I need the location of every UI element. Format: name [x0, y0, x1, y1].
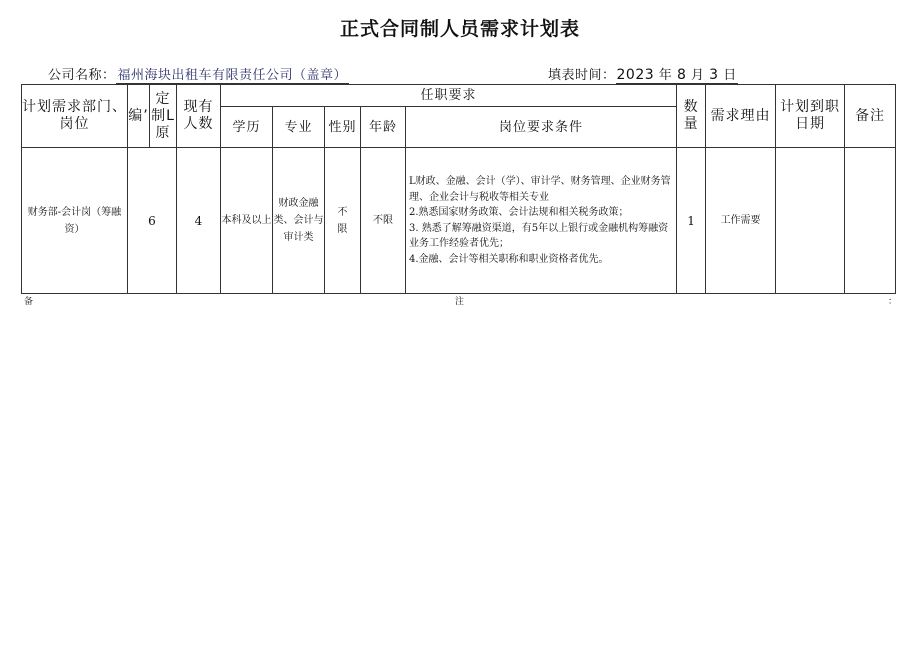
condition-item: L财政、金融、会计（学）、审计学、财务管理、企业财务管理、企业会计与税收等相关专业	[409, 176, 671, 203]
condition-item: 3. 熟悉了解筹融资渠道，有5年以上银行或金融机构筹融资业务工作经验者优先；	[409, 222, 669, 249]
cell-gender: 不限	[325, 148, 361, 294]
cell-age: 不限	[361, 148, 406, 294]
header-current-count: 现有人数	[177, 85, 221, 148]
staffing-plan-table	[21, 84, 896, 294]
header-education: 学历	[221, 107, 273, 148]
cell-remarks	[845, 148, 896, 294]
header-gender: 性别	[325, 107, 361, 148]
cell-quota: 6	[128, 148, 177, 294]
condition-item: 4.金融、会计等相关职称和职业资格者优先。	[409, 253, 609, 265]
table-row	[22, 148, 896, 294]
header-quantity: 数量	[677, 85, 706, 148]
cell-current: 4	[177, 148, 221, 294]
footer-note-right: ：	[888, 297, 898, 307]
header-requirements: 任职要求	[221, 85, 677, 107]
header-reason: 需求理由	[706, 85, 776, 148]
company-name-value: 福州海块出租车有限责任公司（盖章）	[116, 64, 350, 84]
fill-year: 2023	[616, 67, 655, 83]
company-name-line	[48, 64, 349, 84]
fill-date-line	[548, 64, 738, 84]
header-dept: 计划需求部门、岗位	[22, 85, 128, 148]
cell-quantity: 1	[677, 148, 706, 294]
header-conditions: 岗位要求条件	[406, 107, 677, 148]
cell-major: 财政金融类、会计与审计类	[273, 148, 325, 294]
footer-note-left: 备	[24, 297, 34, 307]
header-major: 专业	[273, 107, 325, 148]
fill-month-unit: 月	[691, 68, 705, 83]
cell-arrival	[776, 148, 845, 294]
fill-year-unit: 年	[658, 68, 673, 83]
footer-note	[22, 294, 898, 308]
company-label: 公司名称：	[48, 68, 116, 83]
fill-day-unit: 日	[723, 68, 737, 83]
fill-day: 3	[709, 67, 719, 83]
header-quota-2: 定制L原	[150, 85, 177, 148]
cell-dept: 财务部-会计岗（筹融资）	[22, 148, 128, 294]
page-title: 正式合同制人员需求计划表	[339, 18, 580, 40]
header-quota: 编’	[128, 85, 150, 148]
fill-date-label: 填表时间：	[548, 68, 616, 83]
header-arrival-date: 计划到职日期	[776, 85, 845, 148]
cell-conditions	[406, 148, 677, 294]
fill-month: 8	[676, 67, 687, 83]
footer-note-mid: 注	[455, 297, 465, 307]
cell-reason: 工作需要	[706, 148, 776, 294]
header-age: 年龄	[361, 107, 406, 148]
condition-item: 2.熟悉国家财务政策、会计法规和相关税务政策；	[409, 207, 629, 218]
cell-education: 本科及以上	[221, 148, 273, 294]
header-remarks: 备注	[845, 85, 896, 148]
